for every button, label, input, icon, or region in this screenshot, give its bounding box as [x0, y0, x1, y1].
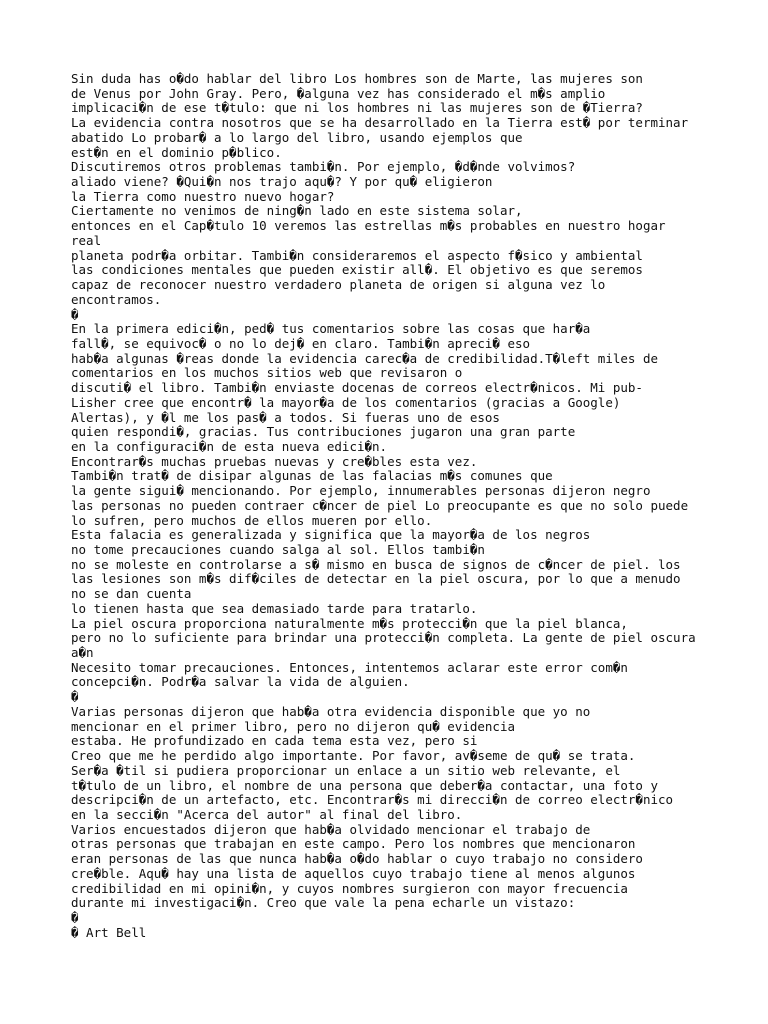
text-line: no se moleste en controlarse a s� mismo en busca de signos de c�ncer de piel. los [71, 556, 681, 572]
text-line: concepci�n. Podr�a salvar la vida de alguien. [71, 674, 410, 690]
text-line: planeta podr�a orbitar. Tambi�n consideraremos el aspecto f�sico y ambiental [71, 247, 643, 263]
text-line: encontramos. [71, 291, 162, 307]
text-line: Lisher cree que encontr� la mayor�a de los comentarios (gracias a Google) [71, 394, 621, 410]
text-line: cre�ble. Aqu� hay una lista de aquellos cuyo trabajo tiene al menos algunos [71, 865, 636, 881]
text-line: lo tienen hasta que sea demasiado tarde para tratarlo. [71, 600, 478, 616]
text-line: no se dan cuenta [71, 586, 192, 602]
text-line: Necesito tomar precauciones. Entonces, intentemos aclarar este error com�n [71, 659, 628, 675]
text-line: fall�, se equivoc� o no lo dej� en claro. Tambi�n apreci� eso [71, 335, 531, 351]
text-line: Ciertamente no venimos de ning�n lado en este sistema solar, [71, 203, 523, 219]
document-body [71, 72, 701, 940]
text-line: en la configuraci�n de esta nueva edici�n. [71, 438, 388, 454]
text-line: � Art Bell [71, 924, 147, 940]
text-line: La piel oscura proporciona naturalmente m�s protecci�n que la piel blanca, [71, 615, 628, 631]
text-line: las lesiones son m�s dif�ciles de detectar en la piel oscura, por lo que a menudo [71, 571, 681, 587]
text-line: durante mi investigaci�n. Creo que vale la pena echarle un vistazo: [71, 895, 576, 911]
text-line: estaba. He profundizado en cada tema esta vez, pero si [71, 733, 478, 749]
text-line: Varias personas dijeron que hab�a otra evidencia disponible que yo no [71, 703, 591, 719]
text-line: comentarios en los muchos sitios web que revisaron o [71, 365, 463, 381]
text-line: implicaci�n de ese t�tulo: que ni los hombres ni las mujeres son de �Tierra? [71, 100, 643, 116]
text-line: abatido Lo probar� a lo largo del libro, usando ejemplos que [71, 129, 523, 145]
text-line: mencionar en el primer libro, pero no dijeron qu� evidencia [71, 718, 516, 734]
text-line: t�tulo de un libro, el nombre de una persona que deber�a contactar, una foto y [71, 777, 658, 793]
text-line: discuti� el libro. Tambi�n enviaste docenas de correos electr�nicos. Mi pub- [71, 380, 643, 396]
text-line: aliado viene? �Qui�n nos trajo aqu�? Y por qu� eligieron [71, 174, 493, 190]
text-line: entonces en el Cap�tulo 10 veremos las estrellas m�s probables en nuestro hogar [71, 218, 666, 234]
text-line: Varios encuestados dijeron que hab�a olvidado mencionar el trabajo de [71, 821, 591, 837]
text-line: � [71, 909, 79, 925]
text-line: Creo que me he perdido algo importante. Por favor, av�seme de qu� se trata. [71, 748, 636, 764]
text-line: est�n en el dominio p�blico. [71, 144, 282, 160]
text-line: la gente sigui� mencionando. Por ejemplo, innumerables personas dijeron negro [71, 483, 651, 499]
text-line: � [71, 689, 79, 705]
text-line: capaz de reconocer nuestro verdadero planeta de origen si alguna vez lo [71, 277, 606, 293]
text-line: en la secci�n "Acerca del autor" al final del libro. [71, 806, 463, 822]
text-line: eran personas de las que nunca hab�a o�do hablar o cuyo trabajo no considero [71, 851, 643, 867]
text-line: Ser�a �til si pudiera proporcionar un enlace a un sitio web relevante, el [71, 762, 621, 778]
text-line: la Tierra como nuestro nuevo hogar? [71, 188, 335, 204]
text-line: Discutiremos otros problemas tambi�n. Por ejemplo, �d�nde volvimos? [71, 159, 576, 175]
text-line: no tome precauciones cuando salga al sol. Ellos tambi�n [71, 542, 485, 557]
text-line: Encontrar�s muchas pruebas nuevas y cre�bles esta vez. [71, 453, 478, 469]
text-line: a�n [71, 645, 94, 661]
text-line: las condiciones mentales que pueden existir all�. El objetivo es que seremos [71, 262, 643, 278]
text-line: descripci�n de un artefacto, etc. Encontrar�s mi direcci�n de correo electr�nico [71, 792, 674, 808]
text-line: hab�a algunas �reas donde la evidencia carec�a de credibilidad.T�left miles de [71, 350, 658, 366]
text-line: credibilidad en mi opini�n, y cuyos nombres surgieron con mayor frecuencia [71, 880, 628, 896]
text-line: � [71, 306, 79, 322]
text-line: pero no lo suficiente para brindar una protecci�n completa. La gente de piel oscura [71, 630, 696, 646]
text-line: real [71, 232, 102, 248]
text-line: La evidencia contra nosotros que se ha desarrollado en la Tierra est� por terminar [71, 115, 689, 131]
text-line: En la primera edici�n, ped� tus comentarios sobre las cosas que har�a [71, 321, 591, 337]
text-line: Alertas), y �l me los pas� a todos. Si fueras uno de esos [71, 409, 500, 425]
text-line: Esta falacia es generalizada y significa que la mayor�a de los negros [71, 527, 591, 543]
text-line: Tambi�n trat� de disipar algunas de las falacias m�s comunes que [71, 468, 553, 484]
text-line: las personas no pueden contraer c�ncer de piel Lo preocupante es que no solo puede [71, 497, 689, 513]
text-line: de Venus por John Gray. Pero, �alguna vez has considerado el m�s amplio [71, 85, 606, 101]
text-line: Sin duda has o�do hablar del libro Los hombres son de Marte, las mujeres son [71, 71, 643, 86]
text-line: lo sufren, pero muchos de ellos mueren por ello. [71, 512, 433, 528]
text-line: quien respondi�, gracias. Tus contribuciones jugaron una gran parte [71, 424, 576, 440]
text-line: otras personas que trabajan en este campo. Pero los nombres que mencionaron [71, 836, 636, 852]
